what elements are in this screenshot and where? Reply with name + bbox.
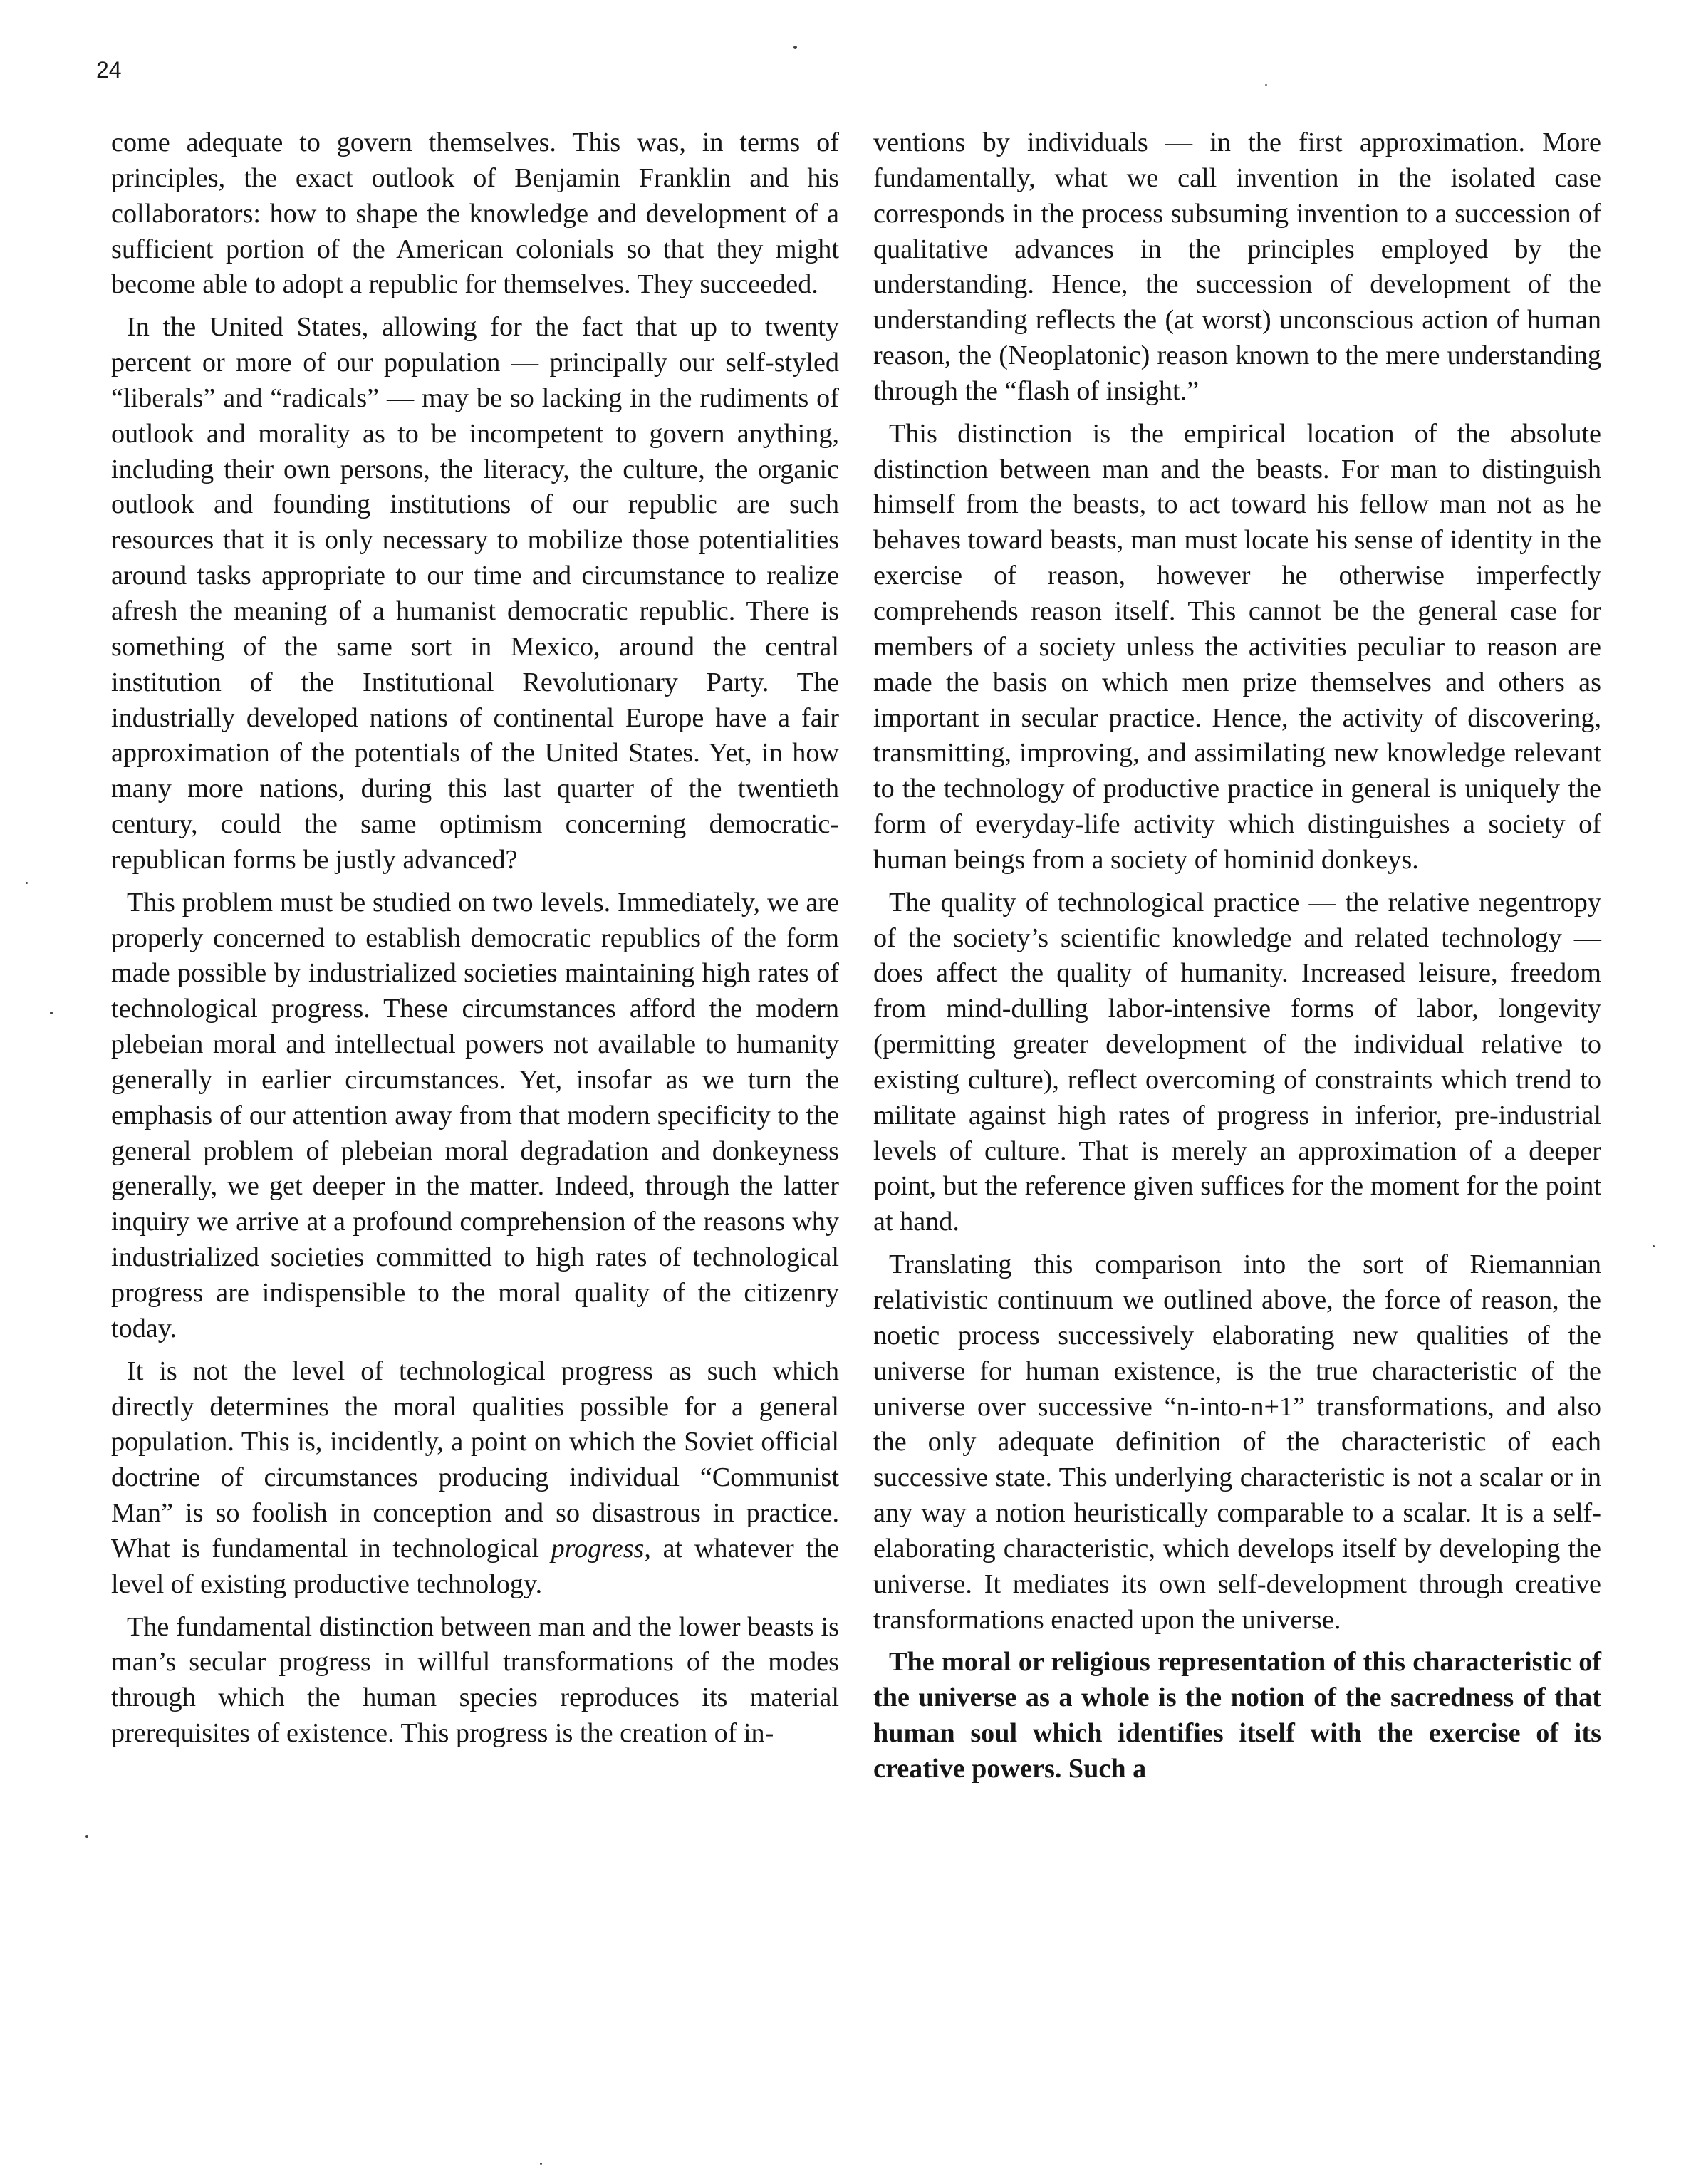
scan-speck <box>1653 1245 1655 1247</box>
right-column <box>873 125 1601 1787</box>
paragraph: ventions by individuals — in the first approximation. More fundamentally, what we call invention in the isolated case corresponds in the process subsuming invention to a succession of qualitative advances in the principles employed by the understanding. Hence, the succession of development of the understanding reflects the (at worst) unconscious action of human reason, the (Neoplatonic) reason known to the mere understanding through the “flash of insight.” <box>873 128 1601 406</box>
paragraph: The quality of technological practice — the relative negentropy of the society’s scientific knowledge and related technology — does affect the quality of humanity. Increased leisure, freedom from mind-dulling labor-intensive forms of labor, longevity (permitting greater development of the individual relative to existing culture), reflect overcoming of constraints which trend to militate against high rates of progress in inferior, pre-industrial levels of culture. That is merely an approximation of a deeper point, but the reference given suffices for the moment for the point at hand. <box>873 887 1601 1237</box>
scan-speck <box>540 2163 542 2165</box>
scan-speck <box>1265 84 1267 86</box>
scan-speck <box>85 1835 88 1838</box>
scan-speck <box>26 882 28 884</box>
paragraph <box>111 1354 839 1603</box>
paragraph: In the United States, allowing for the fact that up to twenty percent or more of our population — principally our self-styled “liberals” and “radicals” — may be so lacking in the rudiments of outlook and morality as to be incompetent to govern anything, including their own persons, the literacy, the culture, the organic outlook and founding institutions of our republic are such resources that it is only necessary to mobilize those potentialities around tasks appropriate to our time and circumstance to realize afresh the meaning of a humanist democratic republic. There is something of the same sort in Mexico, around the central institution of the Institutional Revolutionary Party. The industrially developed nations of continental Europe have a fair approximation of the potentials of the United States. Yet, in how many more nations, during this last quarter of the twentieth century, could the same optimism concerning democratic-republican forms be justly advanced? <box>111 312 839 875</box>
scan-speck <box>793 46 797 49</box>
paragraph-text: It is not the level of technological progress as such which directly determines the moral qualities possible for a general population. This is, incidently, a point on which the Soviet official doctrine of circumstances producing individual “Communist Man” is so foolish in conception and so disastrous in practice. What is fundamental in technological <box>111 1356 839 1564</box>
paragraph: The moral or religious representation of this characteristic of the universe as a whole is the notion of the sacredness of that human soul which identifies itself with the exercise of its creative powers. Such a <box>873 1647 1601 1784</box>
emphasized-word: progress <box>551 1533 645 1564</box>
page-number: 24 <box>96 57 122 83</box>
paragraph: This distinction is the empirical location of the absolute distinction between man and the beasts. For man to distinguish himself from the beasts, to act toward his fellow man not as he behaves toward beasts, man must locate his sense of identity in the exercise of reason, however he otherwise imperfectly comprehends reason itself. This cannot be the general case for members of a society unless the activities peculiar to reason are made the basis on which men prize themselves and others as important in secular practice. Hence, the activity of discovering, transmitting, improving, and assimilating new knowledge relevant to the technology of productive practice in general is uniquely the form of everyday-life activity which distinguishes a society of human beings from a society of hominid donkeys. <box>873 418 1601 875</box>
scan-speck <box>50 1012 53 1014</box>
left-column <box>111 125 839 1752</box>
paragraph: come adequate to govern themselves. This was, in terms of principles, the exact outlook of Benjamin Franklin and his collaborators: how to shape the knowledge and development of a sufficient portion of the American colonials so that they might become able to adopt a republic for themselves. They succeeded. <box>111 128 839 300</box>
paragraph: The fundamental distinction between man and the lower beasts is man’s secular progress in willful transformations of the modes through which the human species reproduces its material prerequisites of existence. This progress is the creation of in- <box>111 1611 839 1749</box>
paragraph: Translating this comparison into the sort of Riemannian relativistic continuum we outlined above, the force of reason, the noetic process successively elaborating new qualities of the universe for human existence, is the true characteristic of the universe over successive “n-into-n+1” transformations, and also the only adequate definition of the characteristic of each successive state. This underlying characteristic is not a scalar or in any way a notion heuristically comparable to a scalar. It is a self-elaborating characteristic, which develops itself by developing the universe. It mediates its own self-development through creative transformations enacted upon the universe. <box>873 1249 1601 1635</box>
paragraph: This problem must be studied on two levels. Immediately, we are properly concerned to establish democratic republics of the form made possible by industrialized societies maintaining high rates of technological progress. These circumstances afford the modern plebeian moral and intellectual powers not available to humanity generally in earlier circumstances. Yet, insofar as we turn the emphasis of our attention away from that modern specificity to the general problem of plebeian moral degradation and donkeyness generally, we get deeper in the matter. Indeed, through the latter inquiry we arrive at a profound comprehension of the reasons why industrialized societies committed to high rates of technological progress are indispensible to the moral quality of the citizenry today. <box>111 887 839 1343</box>
paragraph-text: , at whatever the level of existing productive technology. <box>111 1533 839 1599</box>
